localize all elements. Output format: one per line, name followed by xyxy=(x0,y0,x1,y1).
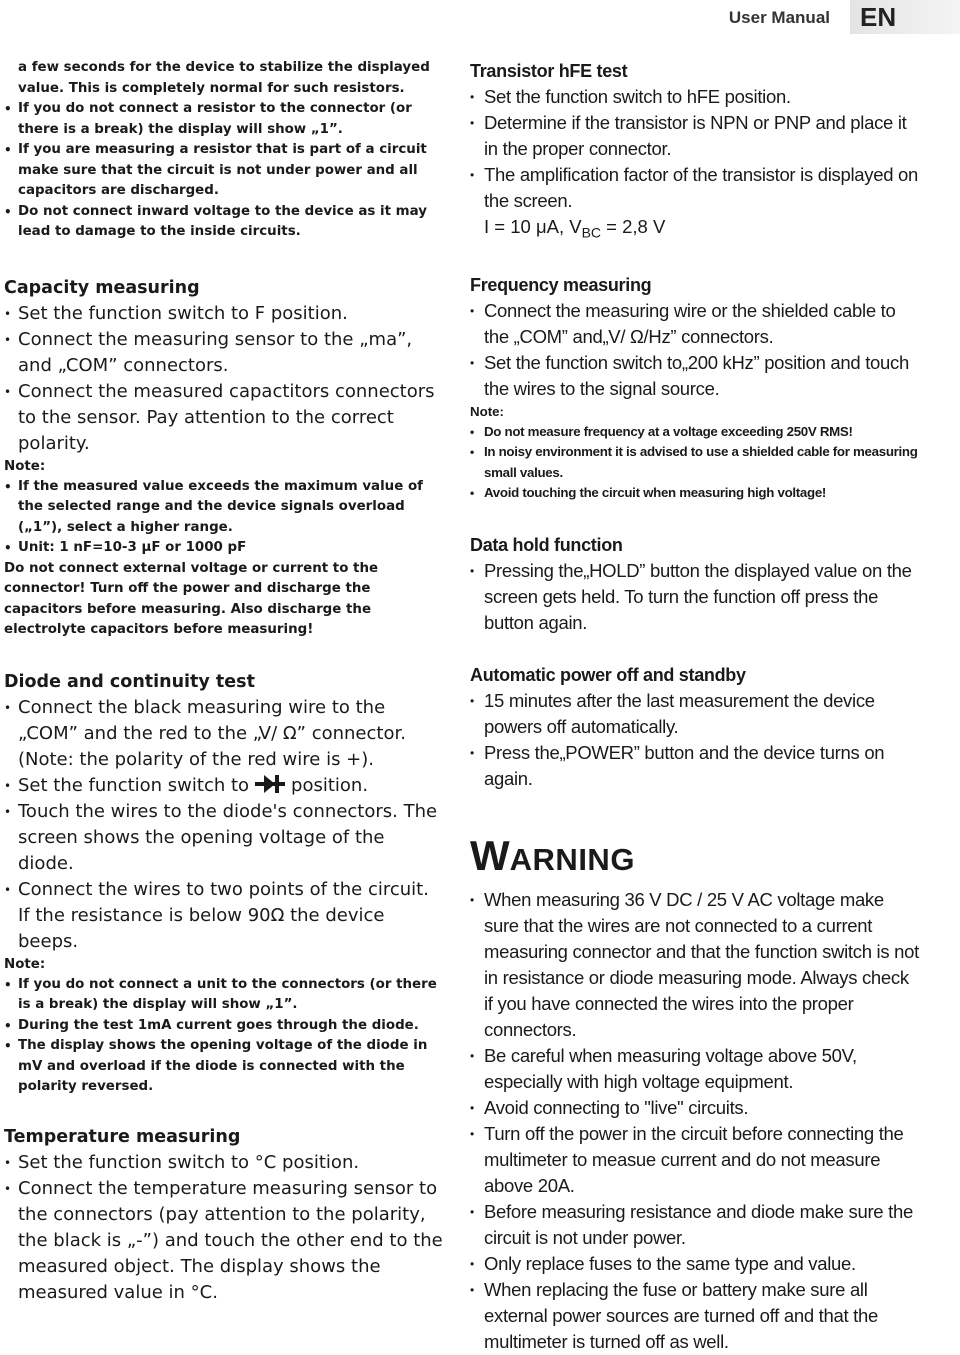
warning-bullet-list xyxy=(470,887,920,1355)
frequency-note-label: Note: xyxy=(470,403,504,419)
transistor-formula xyxy=(470,214,920,246)
list-item: • Connect the wires to two points of the circuit. If the resistance is below 90Ω the device beeps. xyxy=(4,877,444,955)
data-hold-heading: Data hold function xyxy=(470,534,623,555)
diode-note-label: Note: xyxy=(4,956,46,972)
auto-power-off-heading: Automatic power off and standby xyxy=(470,664,746,685)
list-item: • Unit: 1 nF=10-3 μF or 1000 pF xyxy=(4,538,444,559)
diode-switch-text-pre: Set the function switch to xyxy=(18,774,250,796)
list-item: • Only replace fuses to the same type and value. xyxy=(470,1251,920,1277)
language-code: EN xyxy=(860,2,897,32)
list-item: • If you are measuring a resistor that is part of a circuit make sure that the circuit is not under power and all capacitors are discharged. xyxy=(4,140,444,202)
list-item: • Set the function switch to F position. xyxy=(4,301,444,327)
diode-heading: Diode and continuity test xyxy=(4,671,255,692)
list-item: • Connect the black measuring wire to the „COM” and the red to the „V/ Ω” connector. (Note: the polarity of the red wire is +). xyxy=(4,695,444,773)
intro-continued-text: a few seconds for the device to stabilize the displayed value. This is completely normal for such resistors. xyxy=(18,60,430,96)
right-column xyxy=(470,58,920,1355)
list-item: • Determine if the transistor is NPN or PNP and place it in the proper connector. xyxy=(470,110,920,162)
list-item xyxy=(4,773,444,799)
capacity-note-list xyxy=(4,477,444,559)
page-header xyxy=(0,0,960,36)
frequency-bullet-list xyxy=(470,298,920,402)
frequency-note-list xyxy=(470,422,920,504)
list-item: • If the measured value exceeds the maximum value of the selected range and the device signals overload („1”), select a higher range. xyxy=(4,477,444,539)
formula-subscript: BC xyxy=(581,224,602,241)
diode-switch-text-post: position. xyxy=(291,774,369,796)
list-item: • Touch the wires to the diode's connectors. The screen shows the opening voltage of the diode. xyxy=(4,799,444,877)
capacity-warning-text: Do not connect external voltage or current to the connector! Turn off the power and discharge the capacitors before measuring. Also discharge the electrolyte capacitors before measuring! xyxy=(4,560,379,637)
list-item: • Before measuring resistance and diode make sure the circuit is not under power. xyxy=(470,1199,920,1251)
list-item: • Turn off the power in the circuit before connecting the multimeter to measue current and do not measure above 20A. xyxy=(470,1121,920,1199)
list-item: • Connect the measured capactitors connectors to the sensor. Pay attention to the correct polarity. xyxy=(4,379,444,457)
list-item: • Do not measure frequency at a voltage exceeding 250V RMS! xyxy=(470,422,920,443)
data-hold-bullet-list xyxy=(470,558,920,636)
list-item: • Pressing the„HOLD” button the displayed value on the screen gets held. To turn the function off press the button again. xyxy=(470,558,920,636)
diode-icon xyxy=(255,774,285,794)
list-item: • Connect the temperature measuring sensor to the connectors (pay attention to the polarity, the black is „-”) and touch the other end to the measured object. The display shows the measured value in °C. xyxy=(4,1176,444,1306)
list-item: • Do not connect inward voltage to the device as it may lead to damage to the inside circuits. xyxy=(4,202,444,243)
capacity-note-label: Note: xyxy=(4,458,46,474)
list-item: • The amplification factor of the transistor is displayed on the screen. xyxy=(470,162,920,214)
list-item: • Set the function switch to °C position. xyxy=(4,1150,444,1176)
list-item: • When measuring 36 V DC / 25 V AC voltage make sure that the wires are not connected to a current measuring connector and that the function switch is not in resistance or diode measuring mode. Always check if you have connected the wires into the proper connectors. xyxy=(470,887,920,1043)
list-item: • The display shows the opening voltage of the diode in mV and overload if the diode is connected with the polarity reversed. xyxy=(4,1036,444,1098)
list-item: • Connect the measuring wire or the shielded cable to the „COM” and„V/ Ω/Hz” connectors. xyxy=(470,298,920,350)
header-title: User Manual xyxy=(728,8,830,27)
transistor-heading: Transistor hFE test xyxy=(470,61,628,81)
temperature-bullet-list xyxy=(4,1150,444,1306)
formula-end: = 2,8 V xyxy=(601,216,666,237)
warning-heading xyxy=(470,832,920,887)
list-item: • When replacing the fuse or battery make sure all external power sources are turned off and that the multimeter is turned off as well. xyxy=(470,1277,920,1355)
list-item: • During the test 1mA current goes through the diode. xyxy=(4,1016,444,1037)
diode-bullet-list xyxy=(4,695,444,955)
warning-title-cap: W xyxy=(470,831,510,879)
list-item: • Avoid touching the circuit when measuring high voltage! xyxy=(470,483,920,504)
list-item: • Set the function switch to„200 kHz” position and touch the wires to the signal source. xyxy=(470,350,920,402)
left-column xyxy=(4,58,444,1306)
language-badge xyxy=(850,0,960,34)
list-item: • Avoid connecting to "live" circuits. xyxy=(470,1095,920,1121)
list-item: • If you do not connect a resistor to the connector (or there is a break) the display will show „1”. xyxy=(4,99,444,140)
list-item: • 15 minutes after the last measurement the device powers off automatically. xyxy=(470,688,920,740)
capacity-heading: Capacity measuring xyxy=(4,277,200,298)
frequency-heading: Frequency measuring xyxy=(470,274,652,295)
temperature-heading: Temperature measuring xyxy=(4,1126,241,1147)
list-item: • In noisy environment it is advised to use a shielded cable for measuring small values. xyxy=(470,442,920,483)
formula-main: I = 10 μA, V xyxy=(484,216,582,237)
list-item: • Press the„POWER” button and the device turns on again. xyxy=(470,740,920,792)
list-item: • Connect the measuring sensor to the „ma”, and „COM” connectors. xyxy=(4,327,444,379)
diode-note-list xyxy=(4,975,444,1098)
capacity-bullet-list xyxy=(4,301,444,457)
transistor-bullet-list xyxy=(470,84,920,214)
list-item: • If you do not connect a unit to the connectors (or there is a break) the display will show „1”. xyxy=(4,975,444,1016)
list-item: • Be careful when measuring voltage above 50V, especially with high voltage equipment. xyxy=(470,1043,920,1095)
auto-power-off-bullet-list xyxy=(470,688,920,792)
warning-title-rest: ARNING xyxy=(509,841,635,877)
list-item: • Set the function switch to hFE position. xyxy=(470,84,920,110)
intro-bullet-list xyxy=(4,99,444,243)
